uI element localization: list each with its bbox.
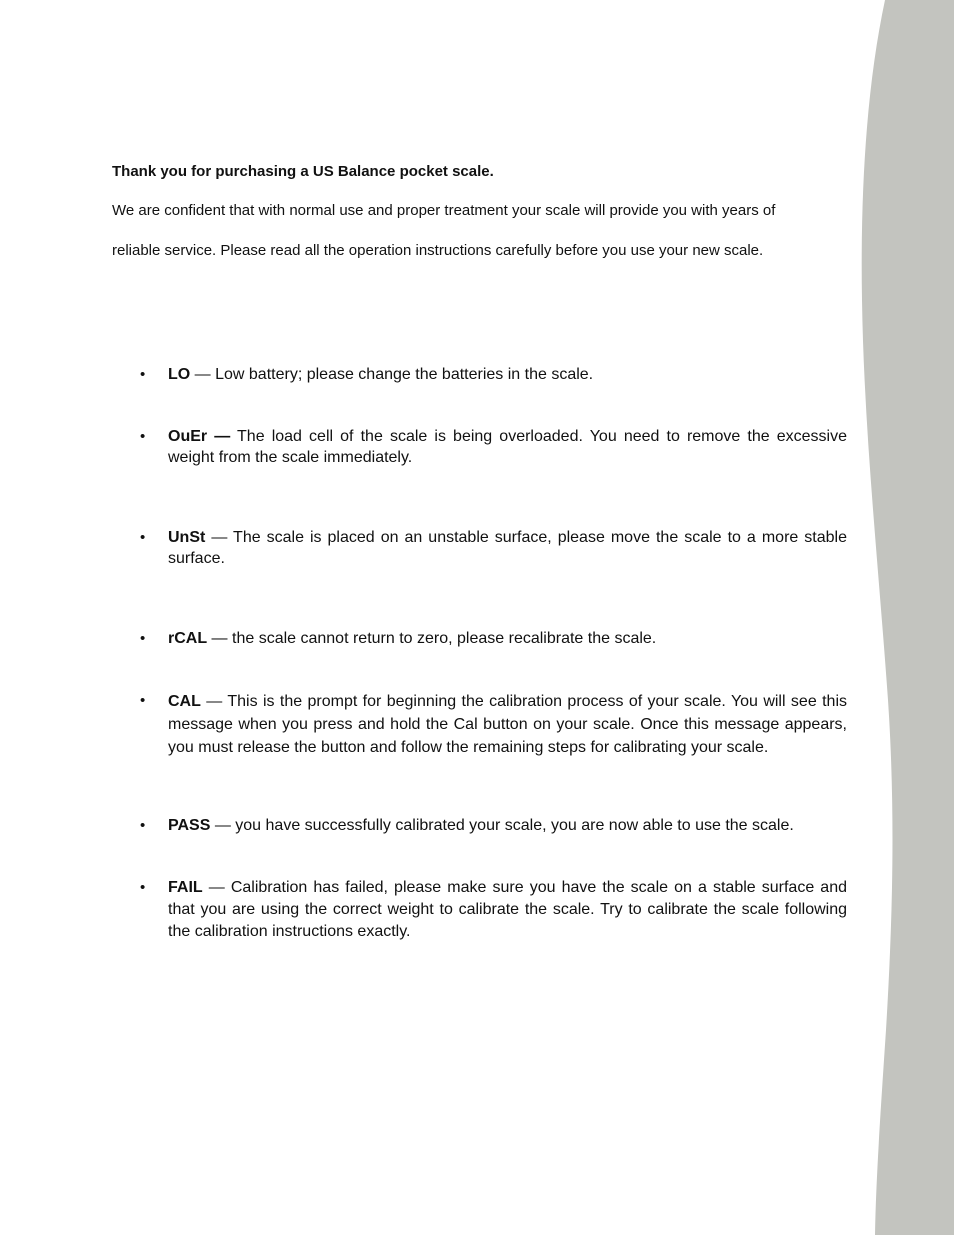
message-code: OuEr — — [168, 428, 231, 445]
message-description: — Low battery; please change the batteries in the scale. — [190, 366, 594, 383]
list-item-text — [168, 815, 847, 836]
list-item-fail — [112, 877, 847, 943]
side-band-shape — [862, 0, 954, 1235]
bullet-icon: • — [140, 692, 146, 709]
bullet-icon: • — [140, 817, 146, 834]
list-item-pass — [112, 815, 847, 836]
intro-heading: Thank you for purchasing a US Balance pocket scale. — [112, 163, 494, 180]
bullet-icon: • — [140, 366, 146, 383]
bullet-icon: • — [140, 879, 146, 896]
list-item-lo — [112, 364, 847, 385]
message-description: — you have successfully calibrated your scale, you are now able to use the scale. — [210, 817, 794, 834]
message-description: — The scale is placed on an unstable surface, please move the scale to a more stable surface. — [168, 529, 847, 567]
message-code: FAIL — [168, 879, 203, 896]
list-item-text — [168, 527, 847, 569]
document-body — [112, 162, 847, 261]
list-item-text — [168, 690, 847, 759]
intro-line-2: reliable service. Please read all the operation instructions carefully before you use your new scale. — [112, 242, 764, 259]
message-description: The load cell of the scale is being overloaded. You need to remove the excessive weight from the scale immediately. — [168, 428, 848, 466]
message-code: PASS — [168, 817, 211, 834]
list-item-text — [168, 628, 847, 649]
bullet-icon: • — [140, 428, 146, 445]
bullet-icon: • — [140, 529, 146, 546]
message-code: CAL — [168, 693, 201, 710]
message-description: — This is the prompt for beginning the calibration process of your scale. You will see this message when you press and hold the Cal button on your scale. Once this message appears, you must release the button and follow the remaining steps for calibrating your scale. — [168, 693, 847, 756]
list-item-text — [168, 364, 847, 385]
message-description: — the scale cannot return to zero, please recalibrate the scale. — [207, 630, 657, 647]
list-item-rcal — [112, 628, 847, 649]
intro-line-1: We are confident that with normal use and proper treatment your scale will provide you with years of — [112, 202, 776, 219]
list-item-ouer — [112, 426, 847, 468]
bullet-icon: • — [140, 630, 146, 647]
message-code: rCAL — [168, 630, 208, 647]
list-item-text — [168, 426, 847, 468]
list-item-text — [168, 877, 847, 943]
list-item-cal — [112, 690, 847, 759]
message-code: LO — [168, 366, 191, 383]
message-code: UnSt — [168, 529, 206, 546]
message-description: — Calibration has failed, please make sure you have the scale on a stable surface and that you are using the correct weight to calibrate the scale. Try to calibrate the scale following the calibration instructions exactly. — [168, 879, 847, 940]
list-item-unst — [112, 527, 847, 569]
